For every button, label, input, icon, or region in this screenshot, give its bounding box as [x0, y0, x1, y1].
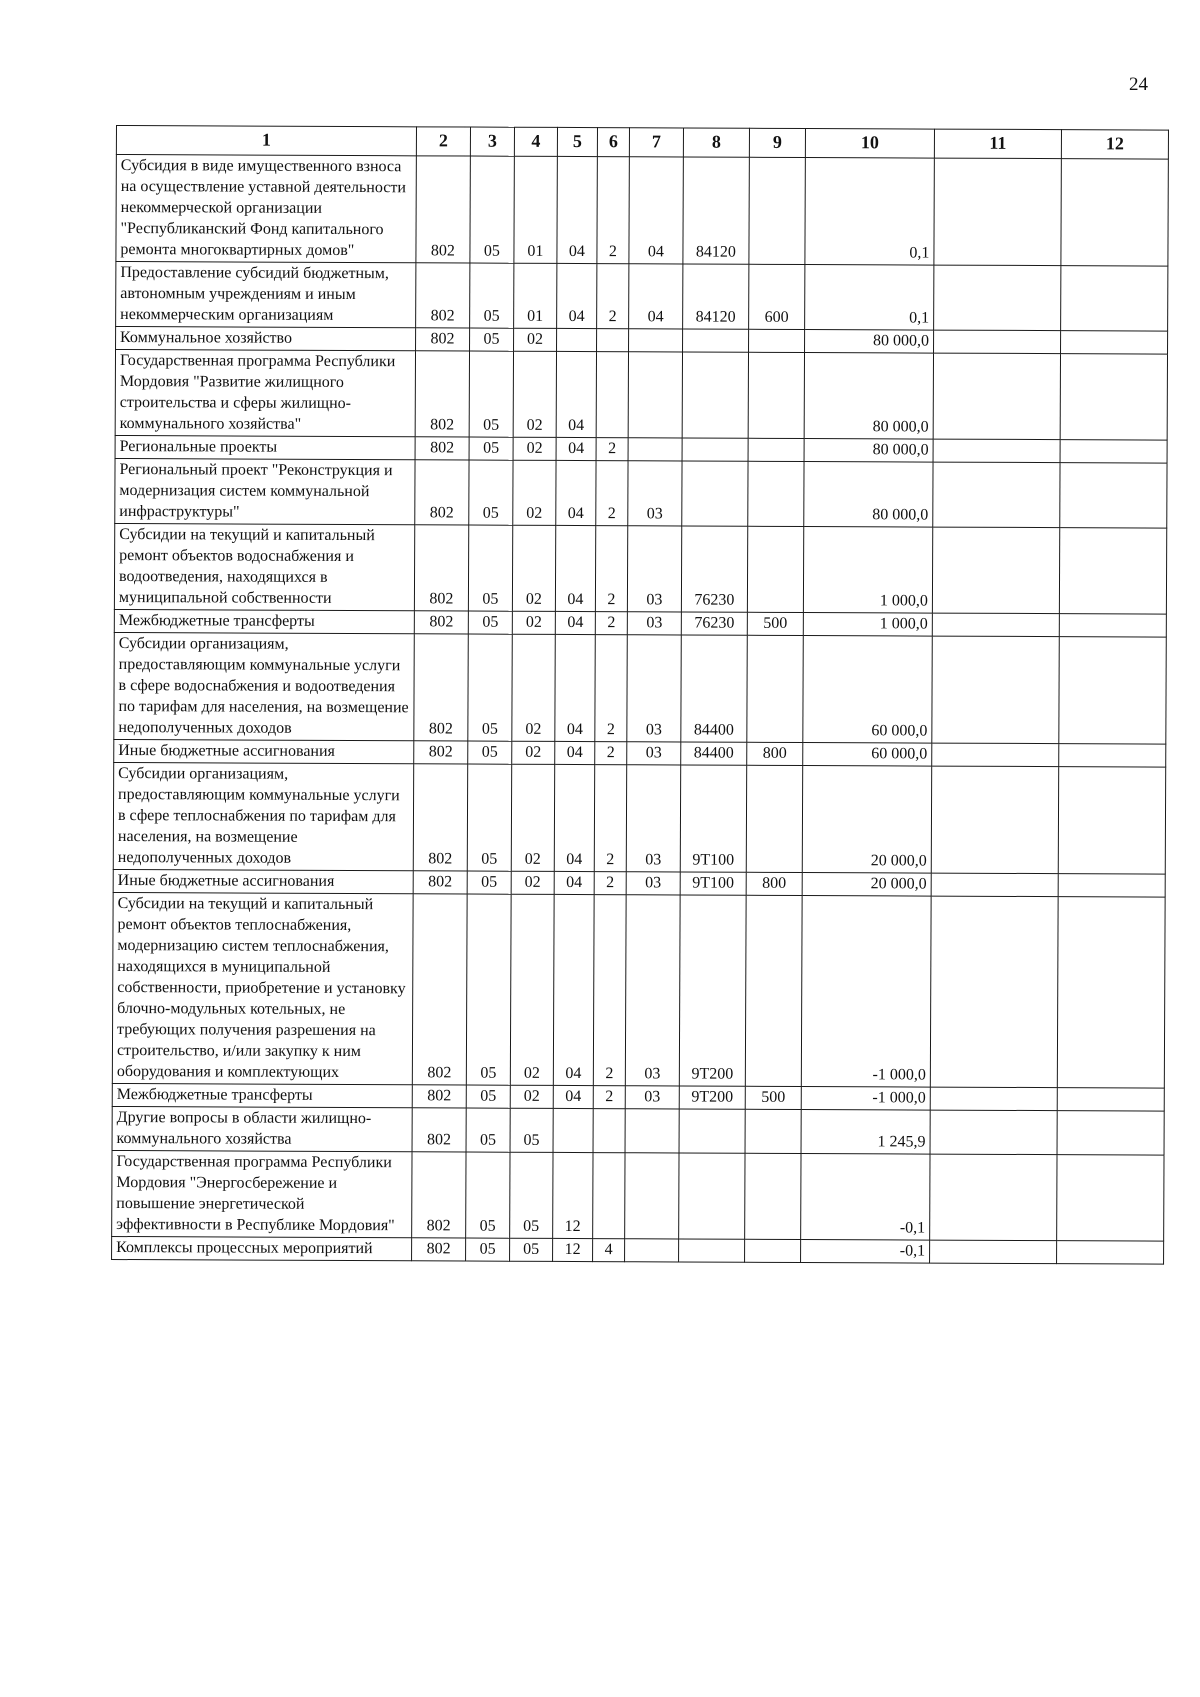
ministry-code-cell: 802 — [412, 1085, 466, 1108]
table-row — [112, 892, 1165, 1088]
expense-type-cell: 500 — [745, 1086, 801, 1109]
amount-cell-col11 — [934, 158, 1061, 266]
amount-cell: 80 000,0 — [805, 330, 934, 354]
direction-code-cell: 84120 — [683, 157, 749, 264]
amount-cell-col11 — [932, 527, 1059, 614]
section-code-cell: 05 — [467, 764, 511, 871]
subsection-code-cell: 01 — [514, 156, 557, 263]
section-code-cell: 05 — [469, 351, 513, 437]
amount-cell-col12 — [1059, 528, 1166, 614]
expense-type-cell — [747, 635, 803, 742]
amount-cell-col12 — [1057, 1241, 1164, 1264]
subprogram-code-cell: 2 — [597, 157, 629, 264]
direction-code-cell: 76230 — [681, 526, 747, 612]
column-header: 7 — [629, 128, 683, 157]
amount-cell-col12 — [1057, 1088, 1164, 1111]
row-name-cell: Межбюджетные трансферты — [114, 609, 414, 633]
amount-cell-col12 — [1061, 331, 1168, 354]
amount-cell-col12 — [1057, 1155, 1164, 1241]
expense-type-cell — [745, 895, 802, 1086]
row-name-cell: Субсидии на текущий и капитальный ремонт объектов теплоснабжения, модернизацию систем теплоснабжения, находящихся в муниципальной собственности, приобретение и установку блочно-модульных котельных, не требующих получения разрешения на строительство, и/или закупку к ним оборудования и комплектующих — [112, 892, 413, 1084]
amount-cell: 80 000,0 — [804, 439, 933, 463]
amount-cell: 1 000,0 — [803, 613, 932, 637]
subsection-code-cell: 02 — [512, 611, 555, 634]
ministry-code-cell: 802 — [413, 764, 467, 871]
amount-cell-col12 — [1058, 874, 1165, 897]
program-code-cell: 04 — [553, 1085, 593, 1108]
section-code-cell: 05 — [466, 1238, 510, 1261]
amount-cell-col11 — [933, 353, 1060, 440]
column-header: 8 — [683, 128, 749, 157]
subsection-code-cell: 02 — [514, 328, 557, 351]
direction-code-cell — [682, 352, 748, 438]
program-code-cell: 04 — [554, 764, 594, 871]
subprogram-code-cell: 4 — [593, 1239, 625, 1262]
amount-cell-col11 — [930, 1110, 1057, 1155]
direction-code-cell — [683, 329, 749, 352]
row-name-cell: Региональный проект "Реконструкция и модернизация систем коммунальной инфраструктуры" — [115, 458, 415, 524]
table-row — [113, 762, 1165, 874]
amount-cell-col11 — [932, 743, 1059, 767]
amount-cell: 20 000,0 — [802, 766, 931, 874]
column-header: 1 — [116, 126, 416, 156]
direction-code-cell — [679, 1239, 745, 1262]
event-code-cell — [625, 1239, 679, 1262]
expense-type-cell — [749, 329, 805, 352]
event-code-cell — [625, 1109, 679, 1153]
program-code-cell — [557, 328, 597, 351]
table-body — [112, 155, 1169, 1265]
direction-code-cell: 9Т200 — [679, 1086, 745, 1109]
amount-cell-col11 — [933, 439, 1060, 463]
column-header: 9 — [749, 128, 805, 157]
ministry-code-cell: 802 — [414, 741, 468, 764]
expense-type-cell — [749, 157, 805, 264]
amount-cell: 20 000,0 — [802, 873, 931, 897]
amount-cell-col11 — [931, 766, 1058, 874]
amount-cell: 60 000,0 — [803, 636, 932, 744]
table-row — [116, 155, 1168, 267]
section-code-cell: 05 — [468, 741, 512, 764]
ministry-code-cell: 802 — [412, 1238, 466, 1261]
subsection-code-cell: 02 — [513, 437, 556, 460]
event-code-cell: 03 — [627, 742, 681, 765]
section-code-cell: 05 — [470, 263, 514, 328]
expense-type-cell — [748, 461, 804, 526]
section-code-cell: 05 — [466, 894, 511, 1085]
direction-code-cell: 84120 — [683, 264, 749, 329]
subsection-code-cell: 02 — [511, 764, 554, 871]
section-code-cell: 05 — [470, 328, 514, 351]
row-name-cell: Межбюджетные трансферты — [112, 1083, 412, 1107]
event-code-cell: 03 — [625, 895, 680, 1086]
page-number: 24 — [1129, 74, 1148, 95]
section-code-cell: 05 — [466, 1152, 510, 1238]
row-name-cell: Субсидии на текущий и капитальный ремонт объектов водоснабжения и водоотведения, находящихся в муниципальной собственности — [114, 523, 414, 610]
column-header: 11 — [934, 129, 1061, 159]
amount-cell-col11 — [932, 613, 1059, 637]
header-row — [116, 126, 1168, 160]
ministry-code-cell: 802 — [416, 328, 470, 351]
row-name-cell: Государственная программа Республики Мордовия "Развитие жилищного строительства и сферы жилищно-коммунального хозяйства" — [115, 350, 415, 437]
row-name-cell: Государственная программа Республики Мордовия "Энергосбережение и повышение энергетической эффективности в Республике Мордовия" — [112, 1150, 412, 1237]
section-code-cell: 05 — [468, 525, 512, 611]
ministry-code-cell: 802 — [414, 525, 468, 611]
row-name-cell: Другие вопросы в области жилищно-коммунального хозяйства — [112, 1106, 412, 1151]
amount-cell-col11 — [930, 1087, 1057, 1111]
amount-cell: 0,1 — [805, 158, 934, 266]
event-code-cell — [628, 352, 682, 438]
amount-cell-col12 — [1059, 744, 1166, 767]
event-code-cell: 03 — [626, 872, 680, 895]
row-name-cell: Комплексы процессных мероприятий — [112, 1236, 412, 1260]
expense-type-cell: 500 — [747, 612, 803, 635]
event-code-cell: 04 — [629, 264, 683, 329]
ministry-code-cell: 802 — [414, 611, 468, 634]
event-code-cell: 03 — [628, 461, 682, 526]
event-code-cell — [625, 1153, 679, 1239]
section-code-cell: 05 — [466, 1085, 510, 1108]
expense-type-cell: 800 — [746, 872, 802, 895]
direction-code-cell: 9Т100 — [680, 872, 746, 895]
direction-code-cell: 76230 — [681, 612, 747, 635]
table-row — [112, 1236, 1164, 1264]
ministry-code-cell: 802 — [416, 156, 470, 263]
ministry-code-cell: 802 — [414, 634, 468, 741]
direction-code-cell: 84400 — [681, 742, 747, 765]
table-row — [114, 632, 1166, 744]
direction-code-cell — [679, 1109, 745, 1153]
subsection-code-cell: 05 — [510, 1238, 553, 1261]
expense-type-cell: 600 — [749, 264, 805, 329]
direction-code-cell: 9Т200 — [679, 895, 746, 1086]
program-code-cell: 04 — [555, 741, 595, 764]
program-code-cell: 04 — [557, 263, 597, 328]
amount-cell-col11 — [932, 636, 1059, 744]
amount-cell-col12 — [1061, 266, 1168, 331]
event-code-cell: 03 — [627, 612, 681, 635]
table-row — [115, 350, 1167, 441]
subsection-code-cell: 02 — [512, 634, 555, 741]
program-code-cell: 04 — [553, 894, 594, 1085]
subprogram-code-cell: 2 — [595, 612, 627, 635]
expense-type-cell — [748, 352, 804, 438]
column-header: 6 — [597, 128, 629, 157]
ministry-code-cell: 802 — [412, 1152, 466, 1238]
row-name-cell: Предоставление субсидий бюджетным, автономным учреждениям и иным некоммерческим организациям — [116, 262, 416, 328]
subsection-code-cell: 01 — [514, 263, 557, 328]
subprogram-code-cell — [596, 352, 628, 438]
section-code-cell: 05 — [470, 156, 514, 263]
amount-cell: 1 000,0 — [803, 527, 932, 614]
expense-type-cell — [745, 1239, 801, 1262]
subprogram-code-cell: 2 — [595, 635, 627, 742]
expense-type-cell — [747, 526, 803, 612]
subsection-code-cell: 02 — [512, 525, 555, 611]
row-name-cell: Субсидия в виде имущественного взноса на осуществление уставной деятельности некоммерческой организации "Республиканский Фонд капитального ремонта многоквартирных домов" — [116, 155, 416, 263]
program-code-cell: 04 — [556, 351, 596, 437]
amount-cell-col11 — [933, 462, 1060, 528]
subsection-code-cell: 02 — [512, 741, 555, 764]
amount-cell-col11 — [934, 330, 1061, 354]
amount-cell: 0,1 — [805, 265, 934, 331]
expense-type-cell — [746, 765, 802, 872]
amount-cell-col12 — [1058, 767, 1165, 874]
amount-cell-col12 — [1061, 159, 1168, 266]
program-code-cell: 04 — [557, 156, 597, 263]
subsection-code-cell: 05 — [510, 1152, 553, 1238]
table-row — [115, 458, 1167, 528]
row-name-cell: Иные бюджетные ассигнования — [113, 869, 413, 893]
event-code-cell: 04 — [629, 157, 683, 264]
column-header: 3 — [470, 127, 514, 156]
direction-code-cell: 84400 — [681, 635, 747, 742]
subprogram-code-cell: 2 — [596, 461, 628, 526]
subsection-code-cell: 05 — [510, 1108, 553, 1152]
subsection-code-cell: 02 — [510, 894, 554, 1085]
budget-table — [111, 125, 1169, 1265]
row-name-cell: Иные бюджетные ассигнования — [114, 739, 414, 763]
event-code-cell — [629, 329, 683, 352]
expense-type-cell: 800 — [747, 742, 803, 765]
subprogram-code-cell: 2 — [596, 438, 628, 461]
amount-cell: 1 245,9 — [801, 1109, 930, 1154]
ministry-code-cell: 802 — [412, 894, 467, 1085]
subprogram-code-cell: 2 — [593, 1086, 625, 1109]
event-code-cell: 03 — [625, 1086, 679, 1109]
section-code-cell: 05 — [469, 437, 513, 460]
program-code-cell: 12 — [553, 1152, 593, 1238]
program-code-cell: 12 — [553, 1238, 593, 1261]
direction-code-cell — [682, 438, 748, 461]
amount-cell-col11 — [934, 265, 1061, 331]
row-name-cell: Субсидии организациям, предоставляющим коммунальные услуги в сфере водоснабжения и водоотведения по тарифам для населения, на возмещение недополученных доходов — [114, 632, 414, 740]
event-code-cell: 03 — [626, 765, 680, 872]
event-code-cell — [628, 438, 682, 461]
section-code-cell: 05 — [468, 634, 512, 741]
amount-cell-col11 — [930, 1154, 1057, 1241]
amount-cell-col12 — [1060, 354, 1167, 440]
subprogram-code-cell — [593, 1109, 625, 1153]
subsection-code-cell: 02 — [513, 460, 556, 525]
amount-cell: -1 000,0 — [801, 1086, 930, 1110]
direction-code-cell — [682, 461, 748, 526]
program-code-cell: 04 — [554, 871, 594, 894]
amount-cell-col12 — [1060, 463, 1167, 528]
program-code-cell: 04 — [555, 525, 595, 611]
amount-cell-col12 — [1057, 1111, 1164, 1155]
section-code-cell: 05 — [467, 871, 511, 894]
subprogram-code-cell: 2 — [595, 742, 627, 765]
amount-cell-col11 — [930, 896, 1058, 1088]
subprogram-code-cell: 2 — [597, 264, 629, 329]
table-row — [112, 1150, 1164, 1241]
ministry-code-cell: 802 — [415, 460, 469, 525]
subsection-code-cell: 02 — [511, 871, 554, 894]
program-code-cell: 04 — [555, 611, 595, 634]
direction-code-cell — [679, 1153, 745, 1239]
amount-cell: 60 000,0 — [803, 743, 932, 767]
subprogram-code-cell: 2 — [595, 526, 627, 612]
expense-type-cell — [745, 1109, 801, 1153]
ministry-code-cell: 802 — [412, 1108, 466, 1152]
column-header: 2 — [416, 127, 470, 156]
section-code-cell: 05 — [466, 1108, 510, 1152]
section-code-cell: 05 — [469, 460, 513, 525]
subprogram-code-cell: 2 — [594, 872, 626, 895]
row-name-cell: Коммунальное хозяйство — [116, 327, 416, 351]
subsection-code-cell: 02 — [510, 1085, 553, 1108]
amount-cell-col11 — [931, 873, 1058, 897]
column-header: 5 — [557, 127, 597, 156]
expense-type-cell — [748, 438, 804, 461]
amount-cell-col12 — [1060, 440, 1167, 463]
subprogram-code-cell — [597, 329, 629, 352]
table-row — [112, 1106, 1164, 1155]
column-header: 4 — [514, 127, 557, 156]
direction-code-cell: 9Т100 — [680, 765, 746, 872]
row-name-cell: Региональные проекты — [115, 435, 415, 459]
table-row — [116, 262, 1168, 332]
table-header — [116, 126, 1168, 160]
subprogram-code-cell: 2 — [593, 895, 626, 1086]
amount-cell: -0,1 — [801, 1153, 930, 1240]
section-code-cell: 05 — [468, 611, 512, 634]
ministry-code-cell: 802 — [416, 263, 470, 328]
amount-cell-col11 — [930, 1240, 1057, 1264]
amount-cell: -0,1 — [801, 1239, 930, 1263]
event-code-cell: 03 — [627, 635, 681, 742]
row-name-cell: Субсидии организациям, предоставляющим коммунальные услуги в сфере теплоснабжения по тарифам для населения, на возмещение недополученных доходов — [113, 762, 413, 870]
column-header: 12 — [1061, 130, 1168, 159]
ministry-code-cell: 802 — [415, 351, 469, 437]
subprogram-code-cell — [593, 1153, 625, 1239]
table-row — [114, 523, 1166, 614]
amount-cell-col12 — [1059, 637, 1166, 744]
program-code-cell: 04 — [556, 460, 596, 525]
amount-cell-col12 — [1059, 614, 1166, 637]
amount-cell: 80 000,0 — [804, 462, 933, 528]
column-header: 10 — [805, 129, 934, 159]
program-code-cell: 04 — [556, 437, 596, 460]
program-code-cell: 04 — [555, 634, 595, 741]
amount-cell: -1 000,0 — [801, 896, 931, 1088]
ministry-code-cell: 802 — [415, 437, 469, 460]
event-code-cell: 03 — [627, 526, 681, 612]
program-code-cell — [553, 1108, 593, 1152]
subprogram-code-cell: 2 — [594, 765, 626, 872]
ministry-code-cell: 802 — [413, 871, 467, 894]
subsection-code-cell: 02 — [513, 351, 556, 437]
amount-cell-col12 — [1057, 897, 1165, 1088]
amount-cell: 80 000,0 — [804, 353, 933, 440]
expense-type-cell — [745, 1153, 801, 1239]
